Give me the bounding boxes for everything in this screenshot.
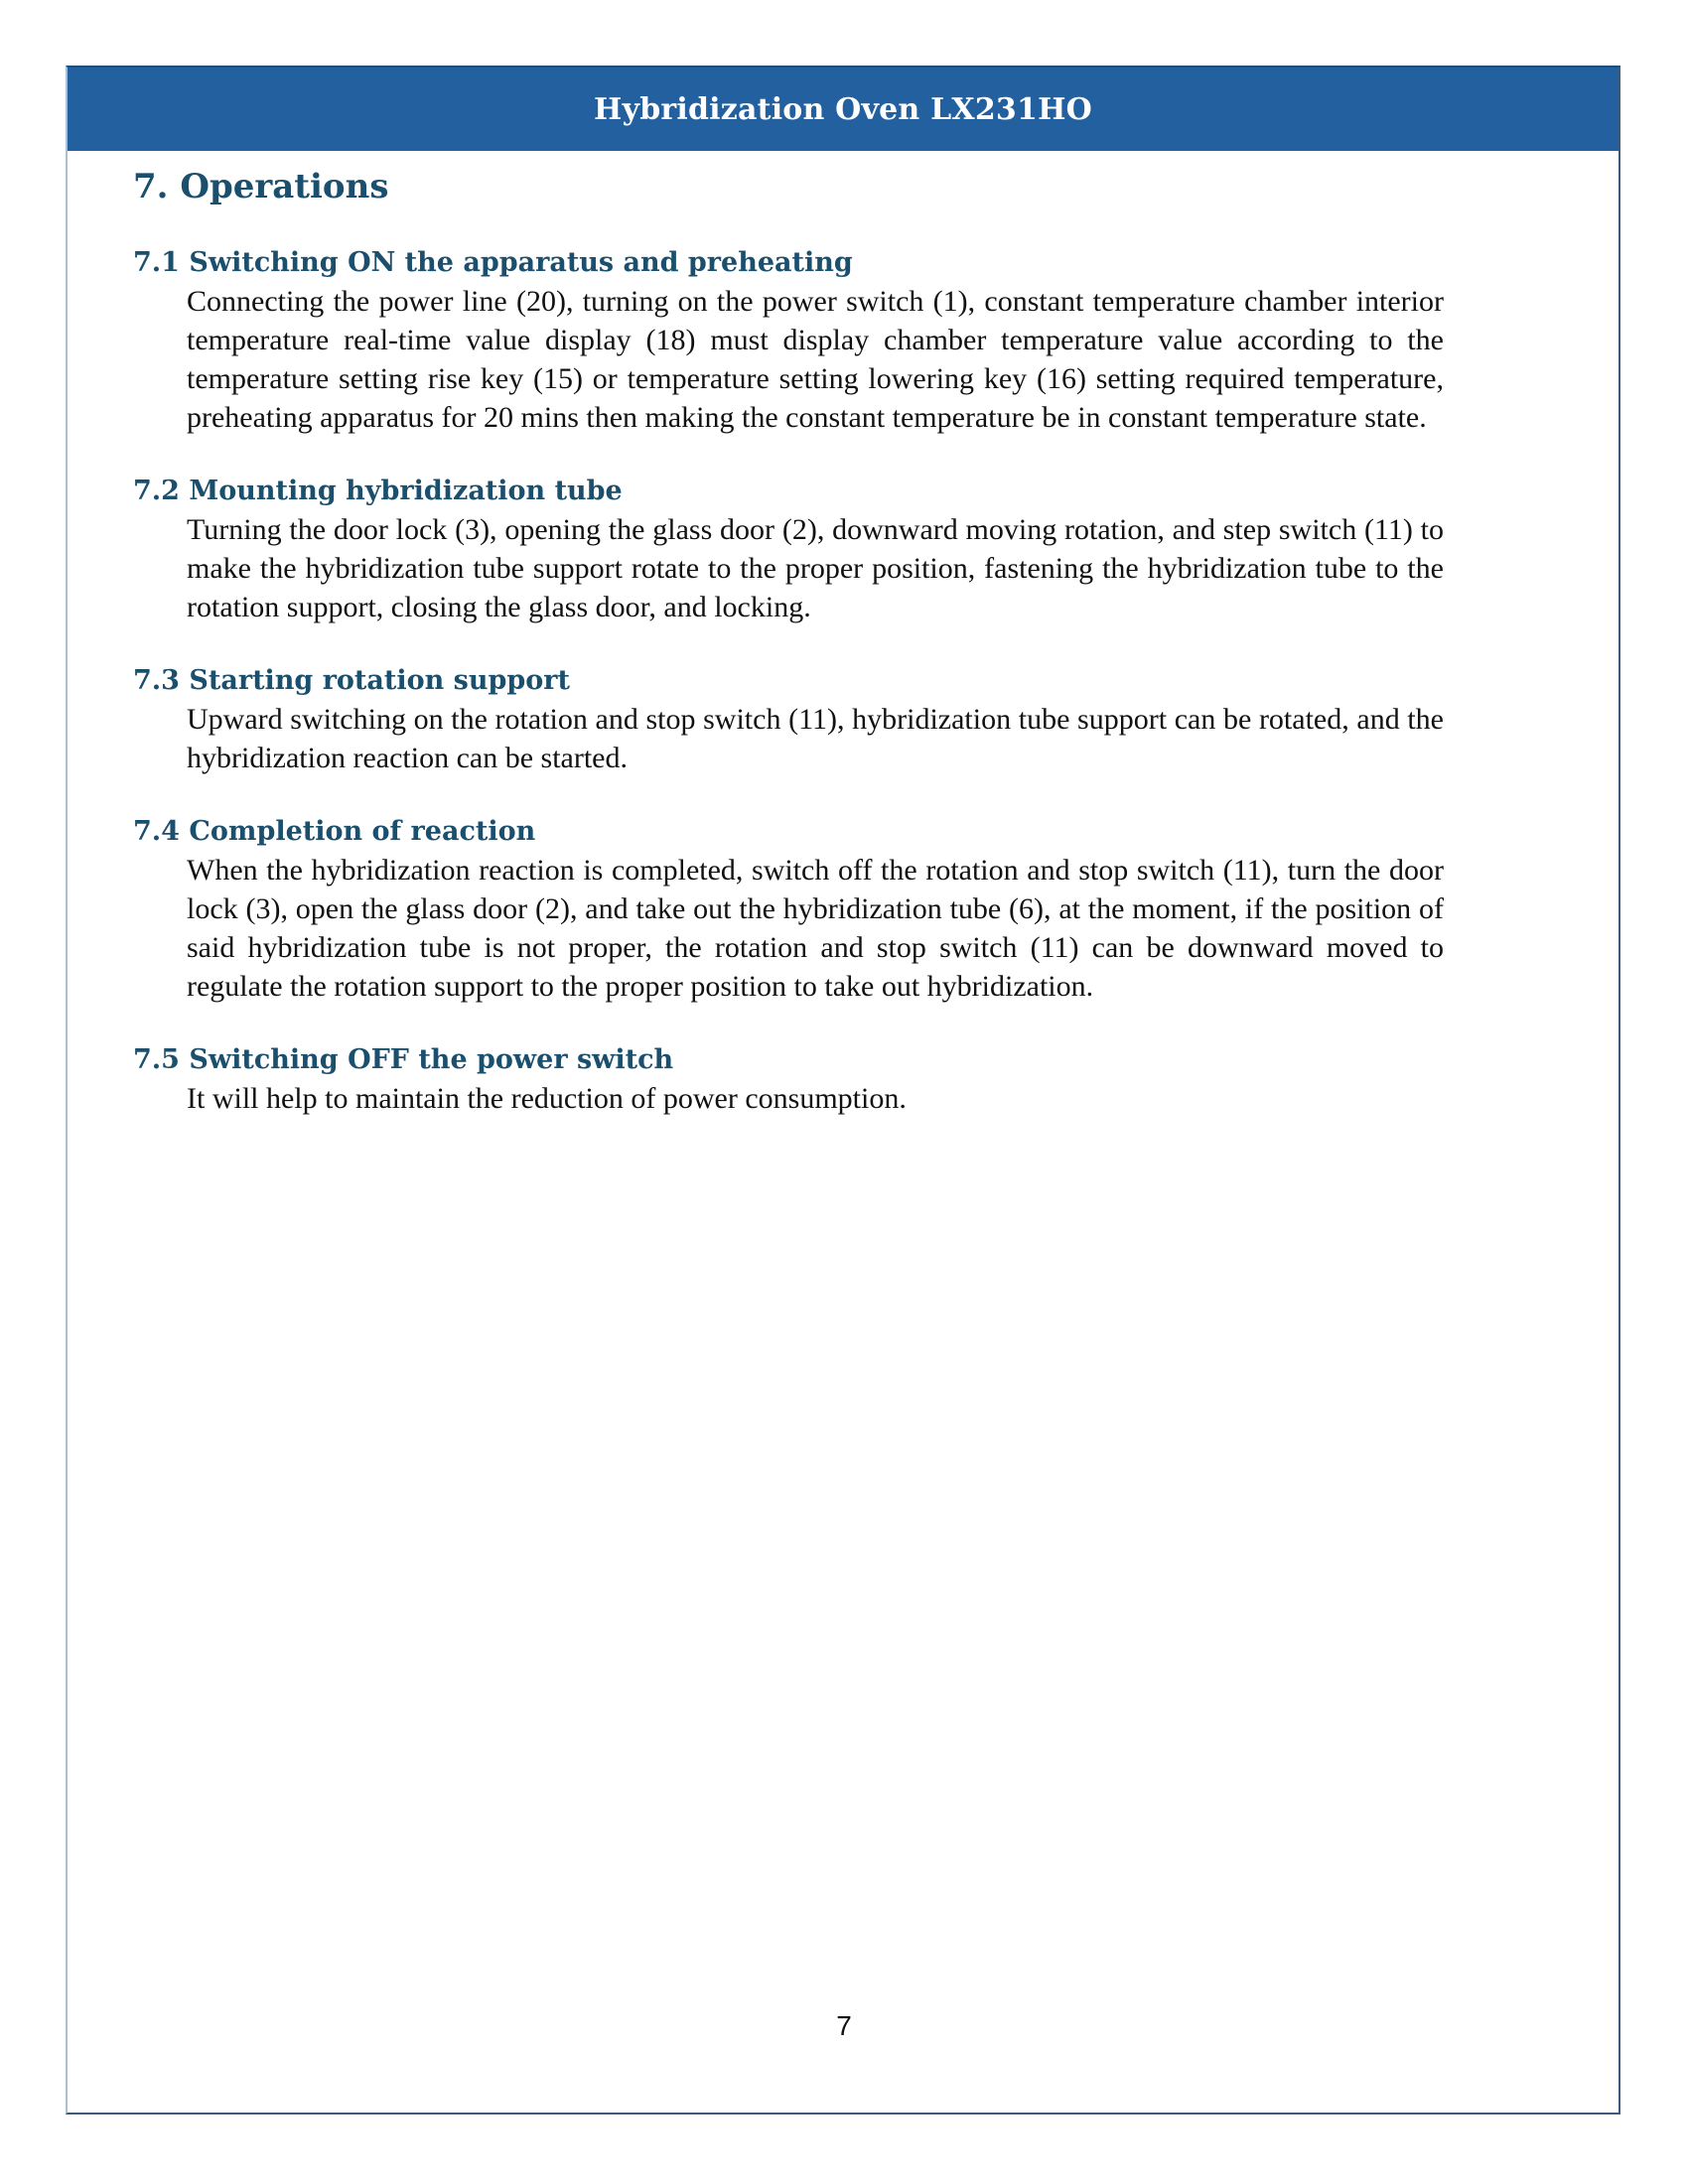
subsection-body: When the hybridization reaction is completed, switch off the rotation and stop switch (11), turn the door lock (3), open the glass door (2), and take out the hybridization tube (6), at the moment, if the position of said hybridization tube is not proper, the rotation and stop switch (11) can be downward moved to regulate the rotation support to the proper position to take out hybridization.: [187, 854, 1444, 1003]
subsection-title: 7.2 Mounting hybridization tube: [133, 476, 623, 506]
subsection-7-1: [133, 244, 1444, 437]
subsection-7-5: [133, 1041, 1444, 1118]
subsection-body: Upward switching on the rotation and stop switch (11), hybridization tube support can be rotated, and the hybridization reaction can be started.: [187, 703, 1444, 774]
header-band: [68, 68, 1618, 151]
subsection-7-3: [133, 662, 1444, 777]
subsection-body: Turning the door lock (3), opening the glass door (2), downward moving rotation, and step switch (11) to make the hybridization tube support rotate to the proper position, fastening the hybridization tube to the rotation support, closing the glass door, and locking.: [187, 513, 1444, 623]
section-title: 7. Operations: [133, 167, 389, 206]
subsection-body: It will help to maintain the reduction of power consumption.: [187, 1082, 907, 1115]
subsection-title: 7.3 Starting rotation support: [133, 665, 570, 696]
subsection-7-2: [133, 473, 1444, 626]
main-content: [133, 167, 1444, 1154]
subsection-title: 7.5 Switching OFF the power switch: [133, 1044, 674, 1075]
subsection-title: 7.4 Completion of reaction: [133, 816, 536, 847]
document-title: Hybridization Oven LX231HO: [594, 91, 1092, 127]
subsection-7-4: [133, 813, 1444, 1006]
subsection-title: 7.1 Switching ON the apparatus and preheating: [133, 247, 853, 278]
subsection-body: Connecting the power line (20), turning on the power switch (1), constant temperature chamber interior temperature real-time value display (18) must display chamber temperature value according to the temperature setting rise key (15) or temperature setting lowering key (16) setting required temperature, preheating apparatus for 20 mins then making the constant temperature be in constant temperature state.: [187, 285, 1444, 434]
page-number: 7: [836, 2010, 852, 2041]
